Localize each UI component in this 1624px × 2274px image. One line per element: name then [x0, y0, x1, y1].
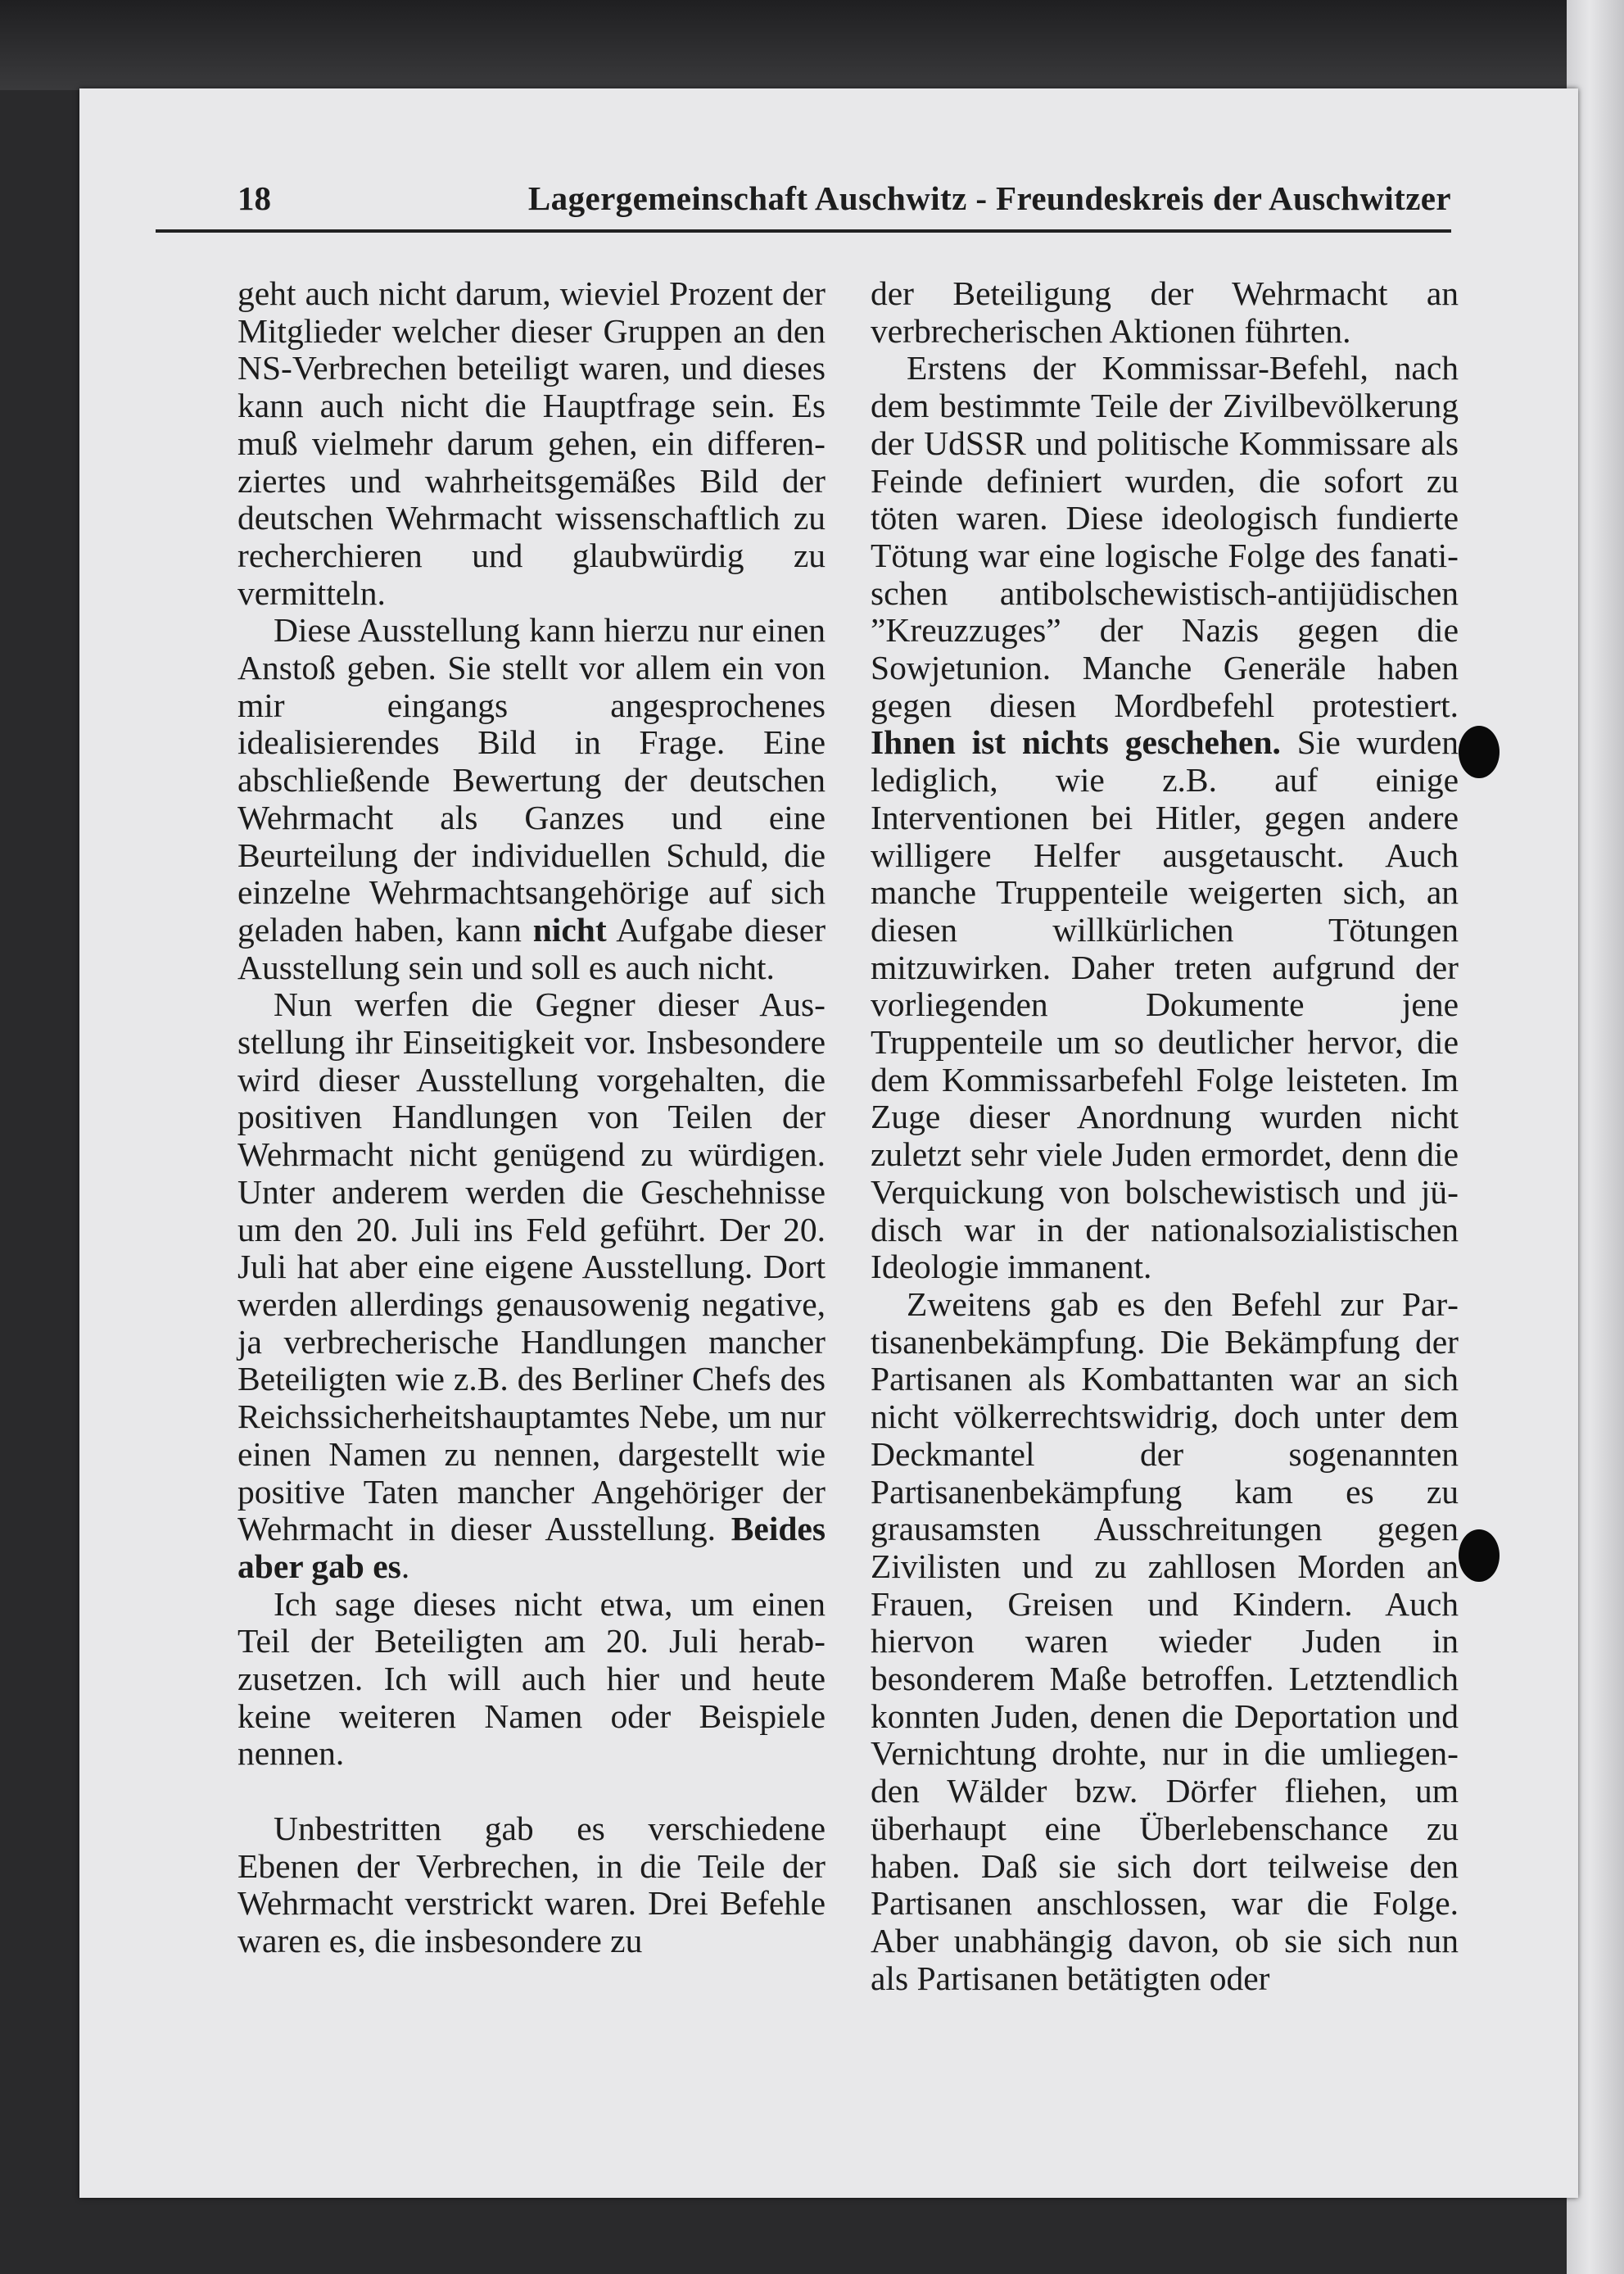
paragraph — [237, 612, 826, 986]
scan-backdrop — [0, 0, 1624, 90]
paragraph-text: Erstens der Kommissar-Befehl, nach dem bestimmte Teile der Zivilbevölkerung der UdSSR und politische Kommissare als Feinde definiert wurden, die sofort zu töten waren. Diese ideologisch fundierte Tötung war eine logische Folge des fanatischen antibolschewistisch-antijüdischen ”Kreuzzuges” der Nazis gegen die Sowjetunion. Manche Generäle haben gegen diesen Mordbefehl protestiert. — [871, 349, 1459, 724]
paragraph-text: Sie wurden lediglich, wie z.B. auf einige Interventionen bei Hitler, gegen andere willigere Helfer ausgetauscht. Auch manche Truppenteile weigerten sich, an diesen willkürlichen Tötungen mitzuwirken. Daher treten aufgrund der vorliegenden Dokumente jene Truppenteile um so deutlicher hervor, die dem Kommissarbefehl Folge leisteten. Im Zuge dieser Anordnung wurden nicht zuletzt sehr viele Juden ermordet, denn die Verquickung von bolschewistisch und jüdisch war in der nationalsozialistischen Ideologie immanent. — [871, 723, 1459, 1286]
punch-hole-icon — [1459, 726, 1500, 778]
page-header — [156, 179, 1451, 233]
paragraph: Zweitens gab es den Befehl zur Partisanenbekämpfung. Die Bekämpfung der Partisanen als Kombattanten war an sich nicht völkerrechtswidrig, doch unter dem Deckmantel der sogenannten Partisanenbekämpfung kam es zu grausamsten Ausschreitungen gegen Zivilisten und zu zahllosen Morden an Frauen, Greisen und Kindern. Auch hiervon waren wieder Juden in besonderem Maße betroffen. Letztendlich konnten Juden, denen die Deportation und Vernichtung drohte, nur in die umliegenden Wälder bzw. Dörfer fliehen, um überhaupt eine Überlebenschance zu haben. Daß sie sich dort teilweise den Partisanen anschlossen, war die Folge. Aber unabhängig davon, ob sie sich nun als Partisanen betätigten oder — [871, 1284, 1459, 1997]
page-number: 18 — [237, 179, 271, 217]
left-column — [237, 275, 826, 1960]
punch-hole-icon — [1459, 1529, 1500, 1582]
running-title: Lagergemeinschaft Auschwitz - Freundeskreis der Auschwitzer — [527, 179, 1451, 217]
paragraph: geht auch nicht darum, wieviel Prozent der Mitglieder welcher dieser Gruppen an den NS-Verbrechen beteiligt waren, und dieses kann auch nicht die Hauptfrage sein. Es muß vielmehr darum gehen, ein differenziertes und wahrheitsgemäßes Bild der deutschen Wehrmacht wissenschaftlich zu recherchieren und glaubwürdig zu vermitteln. — [237, 274, 826, 612]
right-column — [871, 275, 1459, 1997]
paragraph-text: Nun werfen die Gegner dieser Ausstellung ihr Einseitigkeit vor. Insbesondere wird dieser Ausstellung vorgehalten, die positiven Handlungen von Teilen der Wehrmacht nicht genügend zu würdigen. Unter anderem werden die Geschehnisse um den 20. Juli ins Feld geführt. Der 20. Juli hat aber eine eigene Ausstellung. Dort werden allerdings genausowenig negative, ja verbrecherische Handlungen mancher Beteiligten wie z.B. des Berliner Chefs des Reichssicherheitshauptamtes Nebe, um nur einen Namen zu nennen, dargestellt wie positive Taten mancher Angehöriger der Wehrmacht in dieser Ausstellung. — [237, 985, 826, 1548]
paragraph-text: . — [400, 1547, 410, 1585]
paragraph: Ich sage dieses nicht etwa, um einen Teil der Beteiligten am 20. Juli herabzusetzen. Ich will auch hier und heute keine weiteren Namen oder Beispiele nennen. — [237, 1584, 826, 1773]
paragraph-text: Diese Ausstellung kann hierzu nur einen Anstoß geben. Sie stellt vor allem ein von mir eingangs angesprochenes idealisierendes Bild in Frage. Eine abschließende Bewertung der deutschen Wehrmacht als Ganzes und eine Beurteilung der individuellen Schuld, die einzelne Wehrmachtsangehörige auf sich geladen haben, kann — [237, 611, 826, 949]
paragraph — [871, 350, 1459, 1286]
paragraph: der Beteiligung der Wehrmacht an verbrecherischen Aktionen führten. — [871, 274, 1459, 350]
paragraph — [237, 986, 826, 1585]
bold-emphasis: Ihnen ist nichts geschehen. — [871, 723, 1281, 762]
bold-emphasis: nicht — [532, 910, 607, 949]
paragraph-text: Aufgabe dieser Ausstellung sein und soll es auch nicht. — [237, 910, 826, 986]
bold-emphasis: Beides aber gab es — [237, 1510, 826, 1585]
paragraph: Unbestritten gab es verschiedene Ebenen der Verbrechen, in die Teile der Wehrmacht verstrickt waren. Drei Befehle waren es, die insbesondere zu — [237, 1809, 826, 1959]
